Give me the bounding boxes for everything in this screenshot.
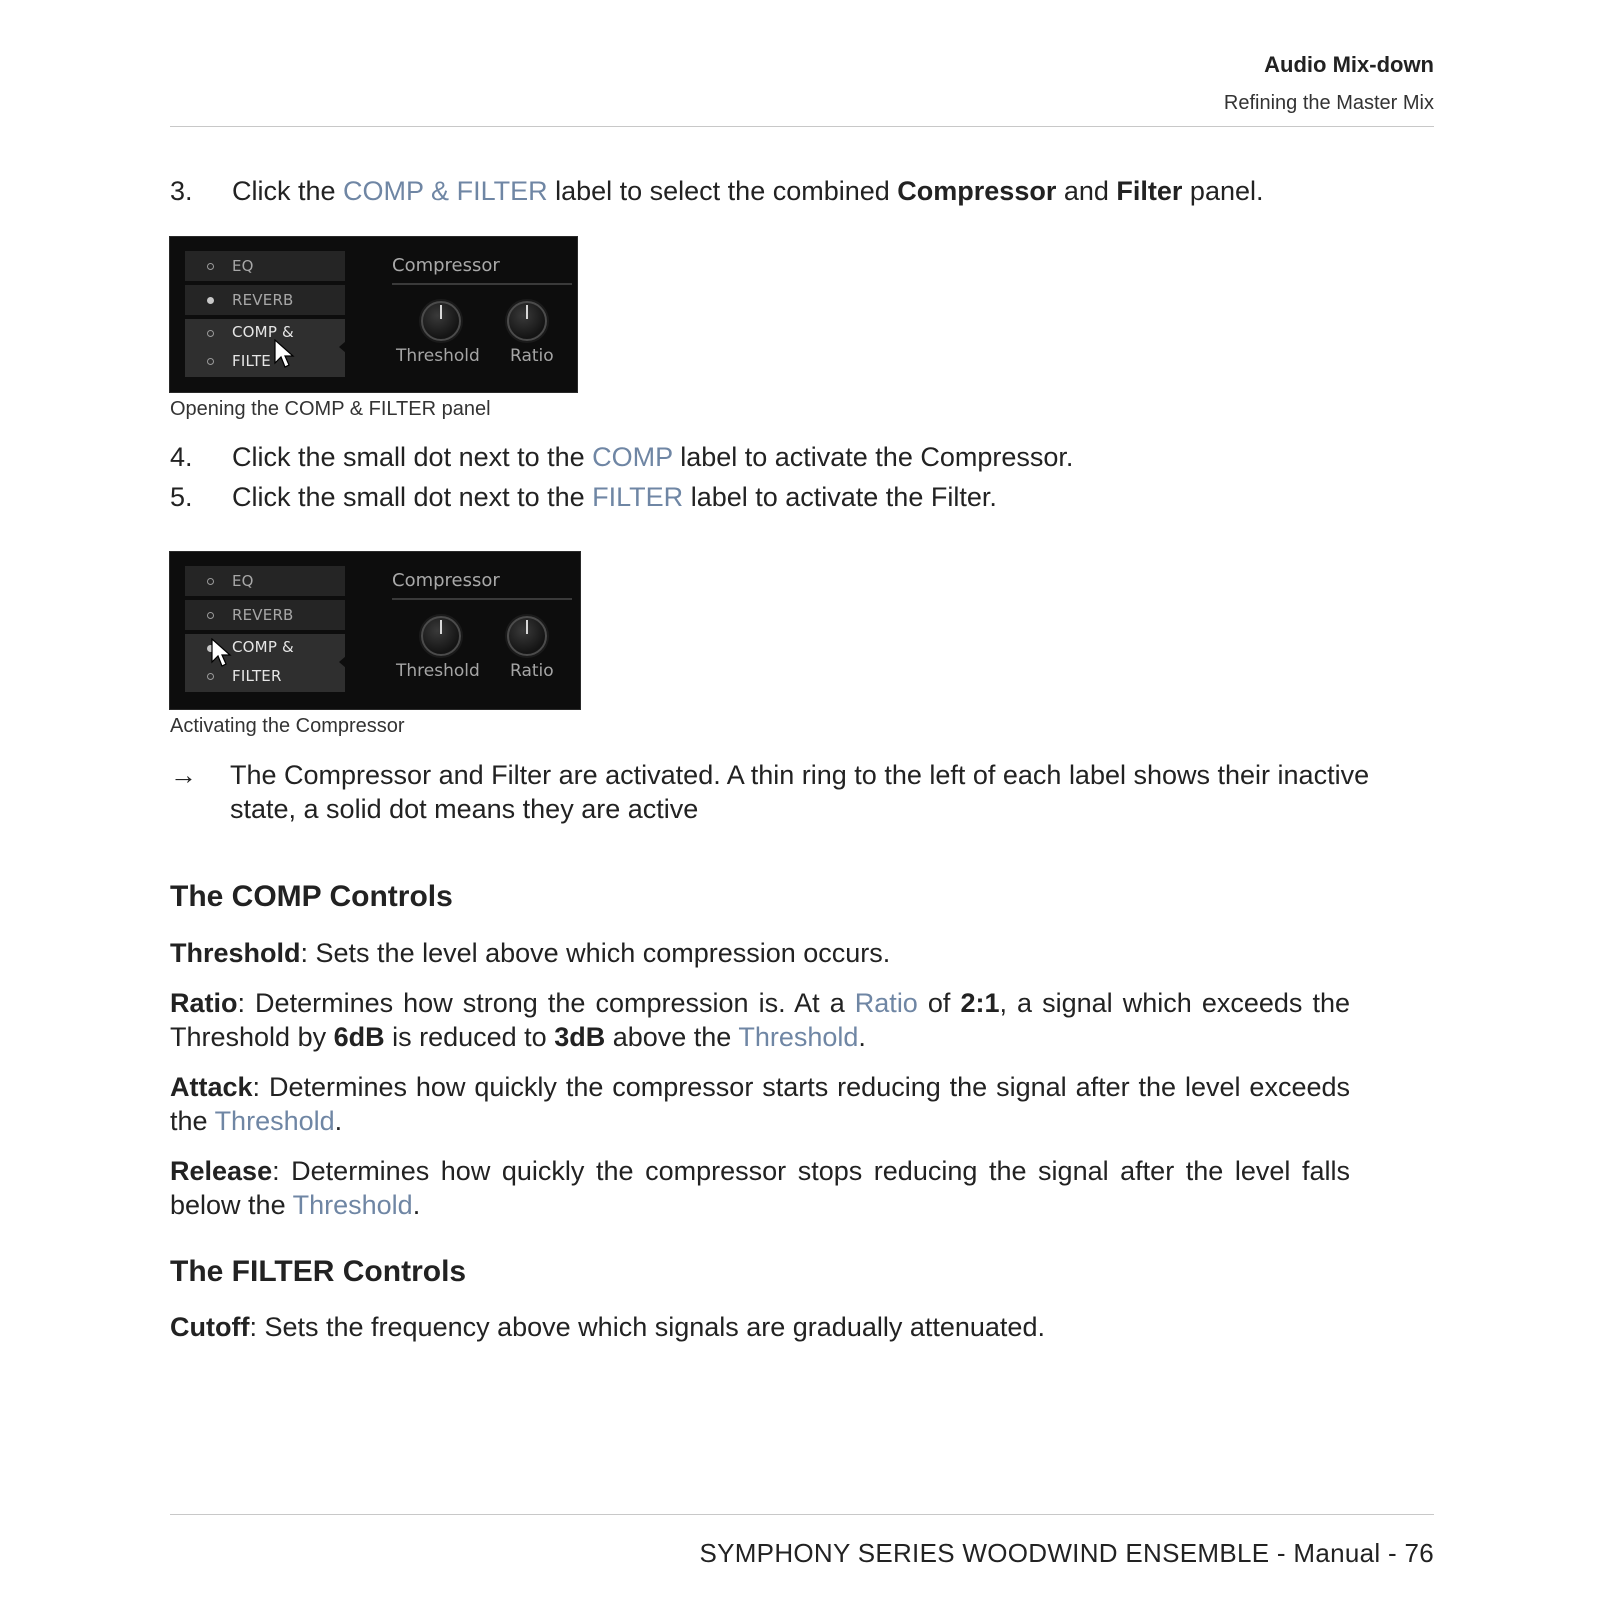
definition-text: , a signal which exceeds the Threshold by — [170, 988, 1350, 1052]
inactive-ring-icon[interactable] — [207, 330, 214, 337]
threshold-link[interactable]: Threshold — [292, 1190, 413, 1220]
title-underline — [392, 598, 572, 600]
mouse-cursor-icon — [210, 638, 232, 668]
step-text: label to select the combined — [547, 176, 898, 206]
step-number: 5. — [170, 482, 193, 512]
result-text: The Compressor and Filter are activated. A thin ring to the left of each label shows their inactive state, a solid dot means they are active — [230, 760, 1370, 824]
comp-filter-link[interactable]: COMP & FILTER — [343, 176, 548, 206]
step-text: Click the small dot next to the — [232, 482, 593, 512]
definition-text: : Determines how quickly the compressor starts reducing the signal after the level exceeds the — [170, 1072, 1350, 1136]
threshold-link[interactable]: Threshold — [738, 1022, 859, 1052]
threshold-definition — [170, 936, 1350, 970]
ratio-definition — [170, 986, 1350, 1054]
definition-text: : Sets the level above which compression occurs. — [300, 938, 891, 968]
figure-comp-filter-panel — [169, 236, 578, 393]
inactive-ring-icon[interactable] — [207, 612, 214, 619]
filter-link[interactable]: FILTER — [592, 482, 684, 512]
menu-label: EQ — [232, 257, 254, 275]
definition-text: : Determines how quickly the compressor stops reducing the signal after the level falls below the — [170, 1156, 1350, 1220]
active-dot-icon[interactable] — [207, 297, 214, 304]
definition-text: is reduced to — [384, 1022, 555, 1052]
bold-term: Compressor — [897, 176, 1057, 206]
step-4 — [170, 440, 1073, 474]
result-note — [170, 758, 1370, 826]
step-5 — [170, 480, 997, 514]
selection-notch — [339, 656, 346, 668]
ratio-label: Ratio — [510, 346, 554, 366]
release-definition — [170, 1154, 1350, 1222]
step-text: panel. — [1182, 176, 1264, 206]
step-number: 3. — [170, 176, 193, 206]
figure-2-caption: Activating the Compressor — [170, 715, 405, 737]
figure-activating-compressor — [169, 551, 581, 710]
menu-item-comp-filter[interactable] — [185, 319, 345, 377]
inactive-ring-icon[interactable] — [207, 673, 214, 680]
ratio-link[interactable]: Ratio — [854, 988, 918, 1018]
chapter-title: Audio Mix-down — [1264, 52, 1434, 77]
result-arrow-icon: → — [170, 760, 197, 790]
step-text: and — [1056, 176, 1117, 206]
ratio-label: Ratio — [510, 661, 554, 681]
term: Threshold — [170, 938, 301, 968]
menu-label: COMP & — [232, 638, 294, 656]
menu-item-comp-filter[interactable] — [185, 634, 345, 692]
term: Cutoff — [170, 1312, 250, 1342]
definition-text: . — [412, 1190, 421, 1220]
threshold-knob-icon[interactable] — [421, 616, 461, 656]
bold-value: 3dB — [554, 1022, 606, 1052]
step-text: Click the — [232, 176, 344, 206]
definition-text: : Determines how strong the compression is. At a — [237, 988, 855, 1018]
header-divider — [170, 126, 1434, 127]
compressor-title: Compressor — [392, 255, 500, 276]
filter-controls-heading: The FILTER Controls — [170, 1255, 467, 1288]
threshold-knob-icon[interactable] — [421, 301, 461, 341]
menu-label: REVERB — [232, 606, 294, 624]
inactive-ring-icon[interactable] — [207, 263, 214, 270]
mouse-cursor-icon — [273, 339, 295, 369]
selection-notch — [339, 341, 346, 353]
threshold-link[interactable]: Threshold — [214, 1106, 335, 1136]
comp-link[interactable]: COMP — [592, 442, 673, 472]
term: Attack — [170, 1072, 253, 1102]
page-footer: SYMPHONY SERIES WOODWIND ENSEMBLE - Manual - 76 — [699, 1538, 1434, 1568]
menu-item-eq[interactable] — [185, 251, 345, 281]
definition-text: . — [334, 1106, 343, 1136]
attack-definition — [170, 1070, 1350, 1138]
menu-label: COMP & — [232, 323, 294, 341]
comp-controls-heading: The COMP Controls — [170, 880, 453, 913]
menu-label: REVERB — [232, 291, 294, 309]
step-3 — [170, 174, 1264, 208]
compressor-title: Compressor — [392, 570, 500, 591]
threshold-label: Threshold — [396, 346, 480, 366]
term: Ratio — [170, 988, 238, 1018]
bold-value: 6dB — [333, 1022, 385, 1052]
bold-term: Filter — [1116, 176, 1183, 206]
definition-text: : Sets the frequency above which signals are gradually attenuated. — [249, 1312, 1045, 1342]
definition-text: . — [858, 1022, 866, 1052]
ratio-knob-icon[interactable] — [507, 616, 547, 656]
menu-label: FILTER — [232, 667, 282, 685]
footer-divider — [170, 1514, 1434, 1515]
threshold-label: Threshold — [396, 661, 480, 681]
menu-item-eq[interactable] — [185, 566, 345, 596]
step-number: 4. — [170, 442, 193, 472]
term: Release — [170, 1156, 273, 1186]
menu-label: EQ — [232, 572, 254, 590]
step-text: Click the small dot next to the — [232, 442, 593, 472]
menu-item-reverb[interactable] — [185, 600, 345, 630]
cutoff-definition — [170, 1310, 1350, 1344]
menu-item-reverb[interactable] — [185, 285, 345, 315]
ratio-knob-icon[interactable] — [507, 301, 547, 341]
title-underline — [392, 283, 572, 285]
menu-label: FILTE — [232, 352, 271, 370]
figure-1-caption: Opening the COMP & FILTER panel — [170, 398, 491, 420]
bold-value: 2:1 — [960, 988, 1000, 1018]
section-title: Refining the Master Mix — [1223, 92, 1434, 114]
step-text: label to activate the Compressor. — [672, 442, 1074, 472]
inactive-ring-icon[interactable] — [207, 578, 214, 585]
step-text: label to activate the Filter. — [683, 482, 997, 512]
definition-text: of — [917, 988, 961, 1018]
definition-text: above the — [605, 1022, 739, 1052]
inactive-ring-icon[interactable] — [207, 358, 214, 365]
